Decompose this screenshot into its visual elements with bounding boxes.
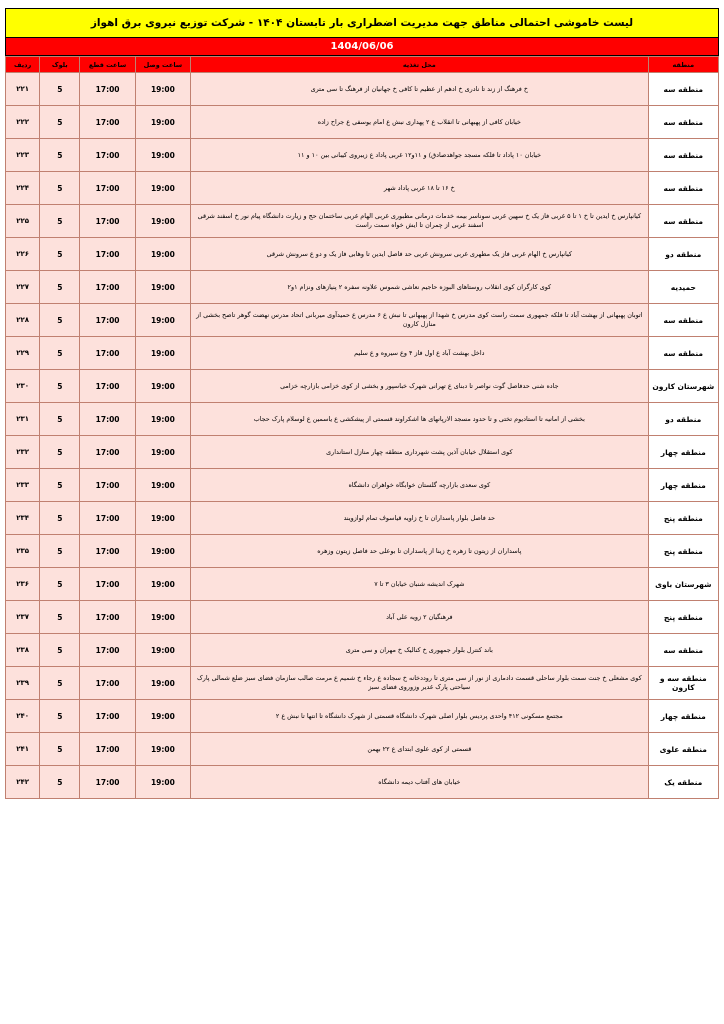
cell-address: داخل بهشت آباد ع اول فاز ۴ وع سیروه و ع سلیم <box>191 337 649 370</box>
cell-address: جاده شنی حدفاصل گوت نواصر تا دبنای ع تهرانی شهرک خباسپور و بخشی از کوی خزامی بازارچه خزامی <box>191 370 649 403</box>
cell-zone: منطقه پنج <box>648 535 718 568</box>
outage-table <box>5 56 719 799</box>
cell-cut-time: 17:00 <box>80 502 135 535</box>
cell-cut-time: 17:00 <box>80 535 135 568</box>
cell-back-time: 19:00 <box>135 601 190 634</box>
cell-block: 5 <box>40 634 80 667</box>
cell-row-index: ۲۲۱ <box>6 73 40 106</box>
column-header-back-time: ساعت وصل <box>135 57 190 73</box>
document-date-bar <box>5 38 719 56</box>
cell-address: کیانپارس خ ایدین تا خ ۱ تا ۵ غربی فاز یک خ سهین غربی سوناسر بیمه خدمات درمانی مطبوری غربی الهام غربی ساختمان حج و زیارت دانشگاه پیام نور خ اسفند شرقی اسفند غربی از چمران تا ایش خواه سمت راست <box>191 205 649 238</box>
cell-zone: منطقه سه <box>648 205 718 238</box>
cell-block: 5 <box>40 535 80 568</box>
cell-zone: منطقه سه <box>648 73 718 106</box>
cell-block: 5 <box>40 568 80 601</box>
cell-row-index: ۲۳۴ <box>6 502 40 535</box>
column-header-zone: منطقه <box>648 57 718 73</box>
table-header-row <box>6 57 719 73</box>
table-row <box>6 601 719 634</box>
cell-address: شهرک اندیشه شنبان خیابان ۳ تا ۷ <box>191 568 649 601</box>
column-header-row: ردیف <box>6 57 40 73</box>
cell-address: مجتمع مسکونی ۴۱۲ واحدی پردیس بلوار اصلی شهرک دانشگاه قسمتی از شهرک دانشگاه تا انتها تا نبش ع ۲ <box>191 700 649 733</box>
table-row <box>6 403 719 436</box>
cell-cut-time: 17:00 <box>80 73 135 106</box>
table-row <box>6 304 719 337</box>
cell-back-time: 19:00 <box>135 667 190 700</box>
page-title: لیست خاموشی احتمالی مناطق جهت مدیریت اضطراری بار تابستان ۱۴۰۴ - شرکت توزیع نیروی برق اهواز <box>90 17 634 29</box>
cell-zone: منطقه سه <box>648 172 718 205</box>
cell-zone: شهرستان کارون <box>648 370 718 403</box>
cell-row-index: ۲۲۴ <box>6 172 40 205</box>
cell-address: کوی سعدی بازارچه گلستان خوابگاه خواهران دانشگاه <box>191 469 649 502</box>
cell-back-time: 19:00 <box>135 766 190 799</box>
table-row <box>6 238 719 271</box>
cell-address: خیابان ۱۰ پاداد تا فلکه مسجد جواهدصادق) و ۱۱و۱۲ غربی پاداد ع زیبروی کیبانی بین ۱۰ و ۱۱ <box>191 139 649 172</box>
cell-address: خ ۱۶ تا ۱۸ غربی پاداد شهر <box>191 172 649 205</box>
cell-row-index: ۲۳۵ <box>6 535 40 568</box>
cell-cut-time: 17:00 <box>80 634 135 667</box>
cell-address: فرهنگیان ۲ زویه علی آباد <box>191 601 649 634</box>
cell-address: باند کنترل بلوار جمهوری خ کنالیک خ مهران و سی متری <box>191 634 649 667</box>
cell-zone: حمیدیه <box>648 271 718 304</box>
cell-back-time: 19:00 <box>135 436 190 469</box>
cell-zone: منطقه پنج <box>648 502 718 535</box>
cell-row-index: ۲۲۳ <box>6 139 40 172</box>
cell-cut-time: 17:00 <box>80 469 135 502</box>
cell-block: 5 <box>40 106 80 139</box>
cell-block: 5 <box>40 139 80 172</box>
cell-cut-time: 17:00 <box>80 238 135 271</box>
cell-back-time: 19:00 <box>135 403 190 436</box>
cell-address: کوی مشعلی خ جنت سمت بلوار ساحلی قسمت دادماری از نور از سی متری تا روددخانه خ سجاده ع رجاء خ شمیم ع مرمت صالب سازمان فضای سبز ضلع شمالی پارک سیاحتی پارک غدیر وزوروی فضای سبز <box>191 667 649 700</box>
cell-address: کوی کارگران کوی انقلاب روستاهای البوزه حاجیم نعاشی شموس علاونه سفره ۲ پنیازهای ونزام ۱و۲ <box>191 271 649 304</box>
cell-zone: منطقه سه <box>648 139 718 172</box>
table-row <box>6 733 719 766</box>
cell-cut-time: 17:00 <box>80 370 135 403</box>
cell-row-index: ۲۲۶ <box>6 238 40 271</box>
cell-row-index: ۲۴۰ <box>6 700 40 733</box>
cell-address: اتوبان پهبهانی از بهشت آباد تا فلکه جمهوری سمت راست کوی مدرس خ شهدا از پهبهانی تا نبش ع ۶ مدرس ع حمیدآوی میربانی اتحاد مدرس نهضت گوهر تاصح بخشی از منازل کارون <box>191 304 649 337</box>
table-row <box>6 139 719 172</box>
cell-address: حد فاصل بلوار پاسداران تا خ زاویه قیاسوف تمام لوازویند <box>191 502 649 535</box>
cell-zone: منطقه سه <box>648 106 718 139</box>
cell-back-time: 19:00 <box>135 106 190 139</box>
cell-back-time: 19:00 <box>135 733 190 766</box>
cell-cut-time: 17:00 <box>80 667 135 700</box>
cell-back-time: 19:00 <box>135 271 190 304</box>
cell-cut-time: 17:00 <box>80 733 135 766</box>
table-body <box>6 73 719 799</box>
cell-back-time: 19:00 <box>135 238 190 271</box>
cell-zone: منطقه پنج <box>648 601 718 634</box>
cell-cut-time: 17:00 <box>80 106 135 139</box>
cell-row-index: ۲۲۸ <box>6 304 40 337</box>
cell-back-time: 19:00 <box>135 139 190 172</box>
table-row <box>6 337 719 370</box>
cell-address: کیانپارس خ الهام غربی فاز یک مطهری غربی سرونش غربی حد فاصل ایدین تا وهابی فاز یک و دو ع سرونش شرقی <box>191 238 649 271</box>
cell-back-time: 19:00 <box>135 337 190 370</box>
cell-zone: منطقه سه <box>648 304 718 337</box>
cell-cut-time: 17:00 <box>80 766 135 799</box>
cell-back-time: 19:00 <box>135 304 190 337</box>
cell-address: بخشی از امانیه تا استادیوم تختی و تا حدود مسجد الارپانهای ها اشکراوند قسمتی از پیشکشی ع یاسمین ع لوسلام پارک حجاب <box>191 403 649 436</box>
cell-back-time: 19:00 <box>135 73 190 106</box>
cell-zone: شهرستان باوی <box>648 568 718 601</box>
cell-cut-time: 17:00 <box>80 337 135 370</box>
cell-cut-time: 17:00 <box>80 271 135 304</box>
cell-back-time: 19:00 <box>135 634 190 667</box>
table-row <box>6 370 719 403</box>
cell-row-index: ۲۲۹ <box>6 337 40 370</box>
cell-row-index: ۲۳۳ <box>6 469 40 502</box>
document-title-bar <box>5 8 719 38</box>
cell-block: 5 <box>40 469 80 502</box>
cell-zone: منطقه دو <box>648 403 718 436</box>
table-row <box>6 469 719 502</box>
cell-row-index: ۲۳۹ <box>6 667 40 700</box>
cell-back-time: 19:00 <box>135 502 190 535</box>
cell-block: 5 <box>40 733 80 766</box>
cell-back-time: 19:00 <box>135 370 190 403</box>
cell-block: 5 <box>40 436 80 469</box>
cell-block: 5 <box>40 667 80 700</box>
cell-zone: منطقه سه و کارون <box>648 667 718 700</box>
cell-zone: منطقه سه <box>648 337 718 370</box>
cell-back-time: 19:00 <box>135 568 190 601</box>
cell-address: خیابان کافی از پهبهانی تا انقلاب ع ۲ پهداری نبش ع امام یوسفی ع جراح زاده <box>191 106 649 139</box>
table-row <box>6 271 719 304</box>
cell-zone: منطقه چهار <box>648 700 718 733</box>
cell-cut-time: 17:00 <box>80 568 135 601</box>
cell-block: 5 <box>40 700 80 733</box>
table-row <box>6 535 719 568</box>
cell-block: 5 <box>40 502 80 535</box>
cell-block: 5 <box>40 370 80 403</box>
cell-block: 5 <box>40 766 80 799</box>
cell-row-index: ۲۲۵ <box>6 205 40 238</box>
table-row <box>6 766 719 799</box>
cell-zone: منطقه چهار <box>648 469 718 502</box>
cell-cut-time: 17:00 <box>80 304 135 337</box>
cell-back-time: 19:00 <box>135 205 190 238</box>
cell-row-index: ۲۲۷ <box>6 271 40 304</box>
cell-row-index: ۲۳۶ <box>6 568 40 601</box>
cell-back-time: 19:00 <box>135 172 190 205</box>
cell-block: 5 <box>40 271 80 304</box>
table-row <box>6 634 719 667</box>
cell-row-index: ۲۲۲ <box>6 106 40 139</box>
cell-row-index: ۲۳۷ <box>6 601 40 634</box>
table-row <box>6 436 719 469</box>
table-row <box>6 172 719 205</box>
cell-back-time: 19:00 <box>135 535 190 568</box>
cell-row-index: ۲۴۲ <box>6 766 40 799</box>
column-header-address: محل تغذیه <box>191 57 649 73</box>
cell-row-index: ۲۴۱ <box>6 733 40 766</box>
cell-back-time: 19:00 <box>135 700 190 733</box>
cell-block: 5 <box>40 601 80 634</box>
cell-block: 5 <box>40 238 80 271</box>
table-row <box>6 667 719 700</box>
cell-block: 5 <box>40 172 80 205</box>
cell-cut-time: 17:00 <box>80 139 135 172</box>
table-row <box>6 73 719 106</box>
cell-cut-time: 17:00 <box>80 403 135 436</box>
cell-cut-time: 17:00 <box>80 436 135 469</box>
column-header-block: بلوک <box>40 57 80 73</box>
cell-row-index: ۲۳۰ <box>6 370 40 403</box>
cell-address: قسمتی از کوی علوی ابتدای ع ۲۲ بهمن <box>191 733 649 766</box>
cell-block: 5 <box>40 304 80 337</box>
column-header-cut-time: ساعت قطع <box>80 57 135 73</box>
cell-zone: منطقه چهار <box>648 436 718 469</box>
cell-block: 5 <box>40 73 80 106</box>
cell-zone: منطقه سه <box>648 634 718 667</box>
cell-row-index: ۲۳۸ <box>6 634 40 667</box>
table-header <box>6 57 719 73</box>
cell-cut-time: 17:00 <box>80 205 135 238</box>
table-row <box>6 106 719 139</box>
cell-row-index: ۲۳۲ <box>6 436 40 469</box>
table-row <box>6 700 719 733</box>
cell-block: 5 <box>40 205 80 238</box>
cell-cut-time: 17:00 <box>80 700 135 733</box>
cell-zone: منطقه علوی <box>648 733 718 766</box>
cell-block: 5 <box>40 403 80 436</box>
cell-back-time: 19:00 <box>135 469 190 502</box>
schedule-date: 1404/06/06 <box>330 41 394 52</box>
cell-cut-time: 17:00 <box>80 601 135 634</box>
cell-address: کوی استقلال خیابان آذین پشت شهرداری منطقه چهار منازل استانداری <box>191 436 649 469</box>
cell-row-index: ۲۳۱ <box>6 403 40 436</box>
cell-block: 5 <box>40 337 80 370</box>
table-row <box>6 502 719 535</box>
cell-address: خیابان های آفتاب دیمه دانشگاه <box>191 766 649 799</box>
cell-address: پاسداران از زیتون تا زهره خ زینا از پاسداران تا بوعلی حد فاصل زیتون وزهره <box>191 535 649 568</box>
cell-zone: منطقه دو <box>648 238 718 271</box>
cell-zone: منطقه یک <box>648 766 718 799</box>
table-row <box>6 205 719 238</box>
cell-cut-time: 17:00 <box>80 172 135 205</box>
cell-address: خ فرهنگ از زند تا نادری خ ادهم از عظیم تا کافی خ جهانیان از فرهنگ تا سی متری <box>191 73 649 106</box>
table-row <box>6 568 719 601</box>
